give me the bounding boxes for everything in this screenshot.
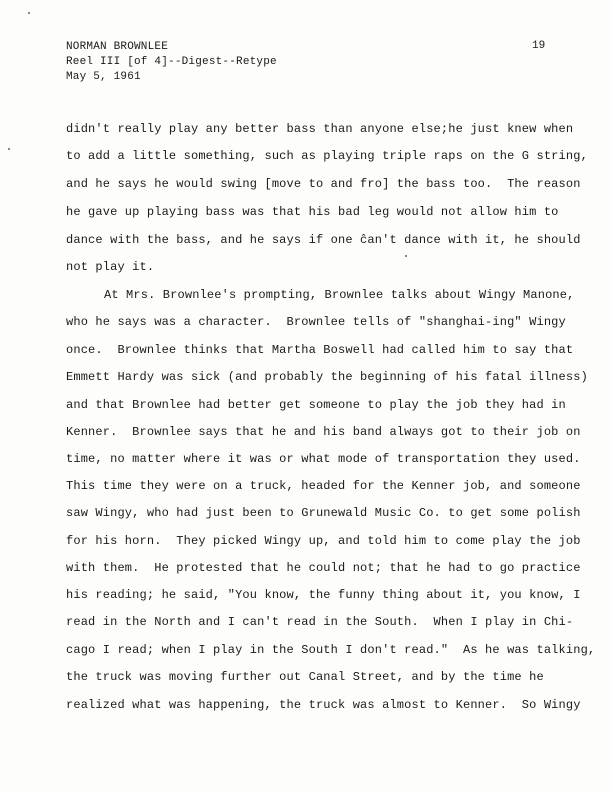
body-line: saw Wingy, who had just been to Grunewald Music Co. to get some polish bbox=[66, 506, 581, 520]
body-line: Kenner. Brownlee says that he and his band always got to their job on bbox=[66, 425, 581, 439]
body-line: to add a little something, such as playing triple raps on the G string, bbox=[66, 149, 588, 163]
scan-speck bbox=[405, 255, 407, 257]
body-line: who he says was a character. Brownlee tells of "shanghai-ing" Wingy bbox=[66, 315, 566, 329]
body-line: not play it. bbox=[66, 260, 155, 274]
paragraph-start-line: At Mrs. Brownlee's prompting, Brownlee talks about Wingy Manone, bbox=[104, 288, 575, 302]
interviewee-name: NORMAN BROWNLEE bbox=[66, 41, 169, 53]
body-line: he gave up playing bass was that his bad leg would not allow him to bbox=[66, 205, 559, 219]
body-line: once. Brownlee thinks that Martha Boswell had called him to say that bbox=[66, 343, 574, 357]
body-line: realized what was happening, the truck was almost to Kenner. So Wingy bbox=[66, 698, 581, 712]
body-line: his reading; he said, "You know, the funny thing about it, you know, I bbox=[66, 588, 581, 602]
body-line: the truck was moving further out Canal Street, and by the time he bbox=[66, 670, 544, 684]
body-line: read in the North and I can't read in the South. When I play in Chi- bbox=[66, 615, 574, 629]
interview-date: May 5, 1961 bbox=[66, 71, 141, 83]
body-line: cago I read; when I play in the South I don't read." As he was talking, bbox=[66, 643, 596, 657]
reel-info: Reel III [of 4]--Digest--Retype bbox=[66, 56, 277, 68]
body-line: didn't really play any better bass than anyone else;he just knew when bbox=[66, 122, 574, 136]
body-line: dance with the bass, and he says if one ĉan't dance with it, he should bbox=[66, 233, 581, 247]
scan-speck bbox=[28, 12, 30, 14]
body-line: with them. He protested that he could not; that he had to go practice bbox=[66, 561, 581, 575]
scan-speck bbox=[8, 148, 10, 150]
body-line: for his horn. They picked Wingy up, and told him to come play the job bbox=[66, 534, 581, 548]
body-line: Emmett Hardy was sick (and probably the beginning of his fatal illness) bbox=[66, 370, 588, 384]
page-number: 19 bbox=[532, 40, 546, 52]
body-line: This time they were on a truck, headed for the Kenner job, and someone bbox=[66, 479, 581, 493]
body-line: and he says he would swing [move to and fro] the bass too. The reason bbox=[66, 177, 581, 191]
body-line: and that Brownlee had better get someone to play the job they had in bbox=[66, 398, 566, 412]
body-line: time, no matter where it was or what mode of transportation they used. bbox=[66, 452, 581, 466]
